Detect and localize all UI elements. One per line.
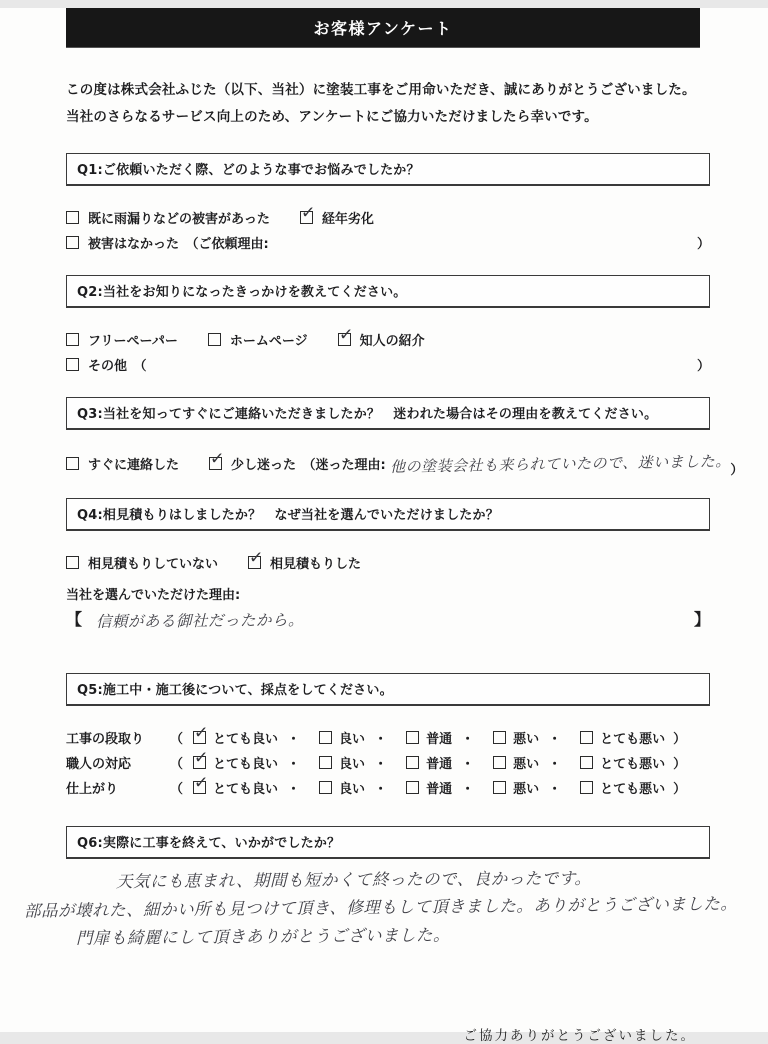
- q4-got-quotes-label: 相見積もりした: [270, 557, 362, 572]
- q4-title-box: [66, 498, 710, 531]
- q3-hesitated-label: 少し迷った （迷った理由:: [231, 458, 386, 473]
- q2-other-label: その他 （: [88, 359, 147, 374]
- q5-rating-rows: [66, 725, 710, 800]
- q6-answer-line-1: 天気にも恵まれ、期間も短かくて終ったので、良かったです。: [115, 868, 592, 892]
- q3-option-immediately: [66, 454, 179, 473]
- q1-options-row-2: [66, 230, 710, 255]
- rating-bad-label: 悪い: [513, 757, 540, 772]
- q5-scheduling-label: 工事の段取り: [66, 732, 145, 747]
- q2-homepage-label: ホームページ: [229, 334, 308, 349]
- rating-normal-label: 普通: [426, 732, 453, 747]
- q1-options-row-1: [66, 205, 710, 230]
- rating-very-bad-label: とても悪い: [600, 782, 666, 797]
- q2-options: [66, 327, 710, 377]
- q1-option-aging: [300, 208, 374, 227]
- q5-title-box: [66, 673, 710, 706]
- q4-no-quotes-label: 相見積もりしていない: [88, 557, 219, 572]
- q4-handwritten-reason: 信頼がある御社だったから。: [95, 611, 305, 631]
- q2-option-referral: [338, 330, 425, 349]
- q2-title-box: [66, 275, 710, 308]
- q5-finish-scale: [170, 778, 686, 797]
- q1-aging-checkbox[interactable]: [300, 211, 313, 224]
- close-paren: ）: [673, 782, 687, 797]
- q5-finish-very-good-checkbox[interactable]: [193, 781, 206, 794]
- rating-very-good-label: とても良い: [213, 732, 279, 747]
- q3-options: [66, 449, 744, 478]
- dot-separator: ・: [287, 732, 301, 747]
- q1-damage-checkbox[interactable]: [66, 211, 79, 224]
- dot-separator: ・: [548, 782, 562, 797]
- q1-damage-label: 既に雨漏りなどの被害があった: [88, 212, 270, 227]
- dot-separator: ・: [461, 732, 475, 747]
- q2-homepage-checkbox[interactable]: [208, 333, 221, 346]
- q2-title: Q2:当社をお知りになったきっかけを教えてください。: [77, 285, 407, 300]
- q2-option-other: [66, 355, 147, 374]
- q3-options-row: [66, 449, 744, 478]
- q5-scheduling-good-checkbox[interactable]: [319, 731, 332, 744]
- document-header-bar: [66, 8, 700, 47]
- closing-thanks-text: ご協力ありがとうございました。: [463, 1028, 696, 1044]
- dot-separator: ・: [548, 732, 562, 747]
- document-body: [0, 77, 768, 1044]
- q3-title: Q3:当社を知ってすぐにご連絡いただきましたか？ 迷われた場合はその理由を教えてください。: [77, 407, 658, 422]
- q6-answer-line-3: 門扉も綺麗にして頂きありがとうございました。: [75, 925, 451, 948]
- q5-scheduling-scale: [170, 728, 686, 747]
- q3-close-paren: ）: [730, 463, 744, 478]
- intro-line-1: この度は株式会社ふじた（以下、当社）に塗装工事をご用命いただき、誠にありがとうございました。: [66, 82, 696, 98]
- q4-got-quotes-checkbox[interactable]: [248, 556, 261, 569]
- close-paren: ）: [673, 732, 687, 747]
- q1-close-paren: ）: [696, 237, 710, 252]
- q3-title-box: [66, 397, 710, 430]
- q2-free-paper-label: フリーペーパー: [88, 334, 178, 349]
- rating-bad-label: 悪い: [513, 782, 540, 797]
- rating-good-label: 良い: [339, 782, 366, 797]
- q1-title-box: [66, 153, 710, 186]
- q5-craftsmen-label: 職人の対応: [66, 757, 132, 772]
- rating-very-bad-label: とても悪い: [600, 732, 666, 747]
- q3-handwritten-reason: 他の塗装会社も来られていたので、迷いました。: [389, 452, 731, 476]
- q3-immediately-checkbox[interactable]: [66, 457, 79, 470]
- page-title: お客様アンケート: [313, 19, 453, 38]
- q6-title: Q6:実際に工事を終えて、いかがでしたか？: [77, 836, 341, 851]
- q2-other-checkbox[interactable]: [66, 358, 79, 371]
- q5-scheduling-very-bad-checkbox[interactable]: [580, 731, 593, 744]
- rating-normal-label: 普通: [426, 757, 453, 772]
- rating-very-bad-label: とても悪い: [600, 757, 666, 772]
- intro-paragraph: [66, 77, 710, 131]
- q4-options: [66, 550, 710, 631]
- q5-craftsmen-very-bad-checkbox[interactable]: [580, 756, 593, 769]
- q1-option-no-damage: [66, 233, 269, 252]
- q4-option-no-quotes: [66, 553, 218, 572]
- q5-scheduling-normal-checkbox[interactable]: [406, 731, 419, 744]
- q4-title: Q4:相見積もりはしましたか？ なぜ当社を選んでいただけましたか？: [77, 508, 499, 523]
- dot-separator: ・: [461, 782, 475, 797]
- rating-good-label: 良い: [339, 732, 366, 747]
- q5-row-craftsmen: [66, 750, 710, 775]
- q5-craftsmen-scale: [170, 753, 686, 772]
- q4-option-got-quotes: [248, 553, 361, 572]
- open-paren: （: [170, 732, 184, 747]
- dot-separator: ・: [548, 757, 562, 772]
- q5-craftsmen-normal-checkbox[interactable]: [406, 756, 419, 769]
- q5-title: Q5:施工中・施工後について、採点をしてください。: [77, 683, 393, 698]
- q3-immediately-label: すぐに連絡した: [88, 458, 180, 473]
- q3-option-hesitated: [209, 454, 386, 473]
- q6-answer-line-2: 部品が壊れた、細かい所も見つけて頂き、修理もして頂きました。ありがとうございました。: [23, 894, 738, 921]
- q4-bracket-close: 】: [693, 610, 710, 629]
- open-paren: （: [170, 782, 184, 797]
- q2-option-homepage: [208, 330, 308, 349]
- q5-finish-normal-checkbox[interactable]: [406, 781, 419, 794]
- survey-document: [0, 8, 768, 1044]
- q5-row-scheduling: [66, 725, 710, 750]
- dot-separator: ・: [461, 757, 475, 772]
- q2-option-free-paper: [66, 330, 178, 349]
- q2-free-paper-checkbox[interactable]: [66, 333, 79, 346]
- q2-close-paren: ）: [696, 359, 710, 374]
- q1-no-damage-checkbox[interactable]: [66, 236, 79, 249]
- q1-options: [66, 205, 710, 255]
- open-paren: （: [170, 757, 184, 772]
- q1-aging-label: 経年劣化: [321, 212, 374, 227]
- rating-very-good-label: とても良い: [213, 757, 279, 772]
- q5-craftsmen-good-checkbox[interactable]: [319, 756, 332, 769]
- q5-row-finish: [66, 775, 710, 800]
- q3-hesitated-checkbox[interactable]: [209, 457, 222, 470]
- q2-options-row-2: [66, 352, 710, 377]
- q6-handwritten-answer: [23, 866, 738, 950]
- q2-referral-checkbox[interactable]: [338, 333, 351, 346]
- q2-options-row-1: [66, 327, 710, 352]
- q5-finish-very-bad-checkbox[interactable]: [580, 781, 593, 794]
- dot-separator: ・: [287, 757, 301, 772]
- q5-scheduling-bad-checkbox[interactable]: [493, 731, 506, 744]
- q4-no-quotes-checkbox[interactable]: [66, 556, 79, 569]
- rating-very-good-label: とても良い: [213, 782, 279, 797]
- q5-finish-good-checkbox[interactable]: [319, 781, 332, 794]
- q4-reason-label: 当社を選んでいただけた理由:: [66, 588, 241, 603]
- q1-option-damage: [66, 208, 270, 227]
- q5-scheduling-very-good-checkbox[interactable]: [193, 731, 206, 744]
- rating-normal-label: 普通: [426, 782, 453, 797]
- q5-finish-bad-checkbox[interactable]: [493, 781, 506, 794]
- q2-referral-label: 知人の紹介: [359, 334, 425, 349]
- q4-reason-answer-line: [66, 607, 710, 631]
- dot-separator: ・: [374, 757, 388, 772]
- dot-separator: ・: [374, 782, 388, 797]
- dot-separator: ・: [374, 732, 388, 747]
- q4-options-row: [66, 550, 710, 575]
- intro-line-2: 当社のさらなるサービス向上のため、アンケートにご協力いただけましたら幸いです。: [66, 109, 598, 125]
- q6-title-box: [66, 826, 710, 859]
- dot-separator: ・: [287, 782, 301, 797]
- q5-finish-label: 仕上がり: [66, 782, 119, 797]
- rating-good-label: 良い: [339, 757, 366, 772]
- q5-craftsmen-very-good-checkbox[interactable]: [193, 756, 206, 769]
- rating-bad-label: 悪い: [513, 732, 540, 747]
- close-paren: ）: [673, 757, 687, 772]
- q1-title: Q1:ご依頼いただく際、どのような事でお悩みでしたか？: [77, 163, 420, 178]
- q4-bracket-open: 【: [66, 610, 83, 629]
- q5-craftsmen-bad-checkbox[interactable]: [493, 756, 506, 769]
- q1-no-damage-label: 被害はなかった （ご依頼理由:: [88, 237, 269, 252]
